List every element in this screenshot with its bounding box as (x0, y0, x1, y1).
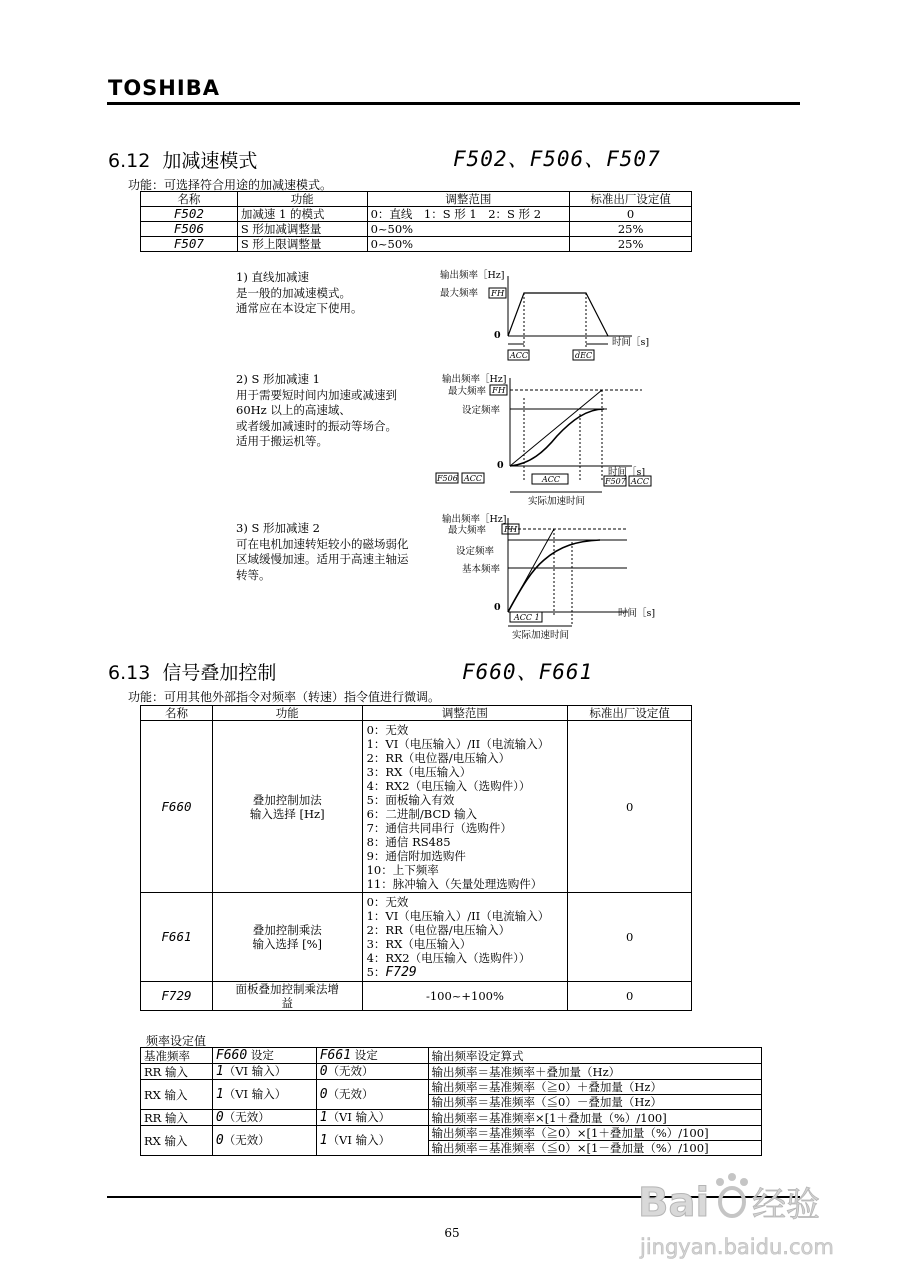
setting-code: 1 (215, 1087, 224, 1102)
paw-icon (716, 1173, 748, 1216)
fh-icon: FH (491, 289, 505, 299)
mode-line: 适用于搬运机等。 (236, 434, 328, 448)
column-header: 标准出厂设定值 (570, 192, 692, 207)
range-option: 1：VI（电压输入）/II（电流输入） (366, 909, 550, 923)
baidu-watermark (630, 1160, 870, 1270)
section-613-codes: F660、F661 (462, 660, 594, 684)
table-header-row (141, 1048, 762, 1064)
f661-setting (316, 1126, 428, 1156)
function-line: 面板叠加控制乘法增 (235, 982, 339, 996)
table-header-row (141, 192, 692, 207)
setting-code: 1 (215, 1064, 224, 1079)
param-default: 25% (570, 237, 692, 252)
f660-code: F660 (215, 1048, 248, 1063)
range-option-prefix: 5： (366, 965, 386, 979)
param-function (212, 721, 362, 893)
column-header: 功能 (212, 706, 362, 721)
range-option (367, 965, 564, 980)
table-row (141, 721, 692, 893)
page-number: 65 (444, 1226, 460, 1240)
function-line: 叠加控制乘法 (252, 923, 322, 937)
range-option: 2：RR（电位器/电压输入） (366, 923, 511, 937)
range-option: 7：通信共同串行（选购件） (366, 821, 512, 835)
mode-line: 转等。 (236, 567, 271, 582)
graph-y-label: 输出频率［Hz] (442, 374, 507, 385)
setting-text: （无效） (223, 1133, 270, 1147)
section-612-number: 6.12 (108, 150, 151, 172)
mode-line: 或者缓加减速时的振动等场合。 (236, 418, 397, 433)
table-header-row (141, 706, 692, 721)
mode-line: 可在电机加速转矩较小的磁场弱化 (236, 536, 409, 551)
function-line: 益 (281, 996, 293, 1010)
watermark-brand-left: Bai (638, 1180, 710, 1226)
f661-setting (316, 1080, 428, 1110)
range-option: 8：通信 RS485 (366, 835, 451, 849)
range-option: 5：面板输入有效 (366, 793, 455, 807)
graph-x-label: 时间［s] (608, 467, 646, 478)
setting-text: （VI 输入） (223, 1087, 287, 1101)
table-row (141, 893, 692, 982)
function-line: 输入选择 [%] (252, 937, 323, 951)
base-frequency: RR 输入 (141, 1064, 213, 1080)
param-code: F660 (141, 721, 213, 893)
formula: 输出频率＝基准频率＋叠加量（Hz） (428, 1064, 761, 1080)
range-option: 4：RX2（电压输入（选购件）） (366, 779, 531, 793)
f661-setting (316, 1064, 428, 1080)
param-range: 0：直线 1：S 形 1 2：S 形 2 (367, 207, 570, 222)
section-612-function-note: 功能：可选择符合用途的加减速模式。 (128, 178, 333, 192)
mode-line: 1) 直线加减速 (236, 270, 309, 284)
column-header: 名称 (141, 192, 238, 207)
mode-3-description (236, 521, 409, 583)
acc-icon: ACC 1 (514, 613, 540, 622)
param-range: 0~50% (367, 237, 570, 252)
setting-text: （VI 输入） (327, 1133, 391, 1147)
mode-line: 通常应在本设定下使用。 (236, 301, 363, 315)
function-line: 输入选择 [Hz] (249, 806, 325, 821)
setting-text: （VI 输入） (223, 1064, 287, 1078)
section-612-title: 加减速模式 (162, 150, 258, 172)
graph-y-label: 输出频率［Hz] (440, 270, 505, 281)
range-option: 11：脉冲输入（矢量处理选购件） (366, 877, 543, 891)
frequency-curve (508, 293, 608, 336)
base-frequency: RR 输入 (141, 1110, 213, 1126)
column-header: 标准出厂设定值 (568, 706, 692, 721)
section-613-function-note: 功能：可用其他外部指令对频率（转速）指令值进行微调。 (128, 690, 441, 704)
graph-x-label: 时间［s] (612, 337, 650, 348)
mode-line: 区域缓慢加速。适用于高速主轴运 (236, 552, 409, 566)
freq-setting-table (140, 1047, 762, 1156)
watermark-url: jingyan.baidu.com (640, 1235, 834, 1259)
table-row (141, 1064, 762, 1080)
table-row (141, 222, 692, 237)
table-row (141, 207, 692, 222)
linear-accel-graph (432, 266, 662, 364)
param-range: -100~+100% (362, 982, 568, 1011)
param-default: 0 (570, 207, 692, 222)
param-code: F729 (141, 982, 213, 1011)
param-table-613 (140, 705, 692, 1011)
setting-code: 0 (319, 1087, 328, 1102)
setting-code: 1 (319, 1110, 328, 1125)
param-range (362, 893, 568, 982)
range-option: 1：VI（电压输入）/II（电流输入） (366, 737, 550, 751)
param-function (212, 893, 362, 982)
param-function (212, 982, 362, 1011)
graph-fset-label: 设定频率 (456, 546, 495, 557)
graph-fmax-label: 最大频率 (440, 288, 479, 299)
setting-label: 设定 (354, 1048, 378, 1062)
graph-fbase-label: 基本频率 (462, 564, 501, 575)
setting-text: （VI 输入） (327, 1110, 391, 1124)
column-header (212, 1048, 316, 1064)
dec-icon: dEC (575, 351, 593, 360)
column-header (316, 1048, 428, 1064)
section-613-title: 信号叠加控制 (162, 662, 277, 684)
brand-logo: TOSHIBA (108, 76, 220, 100)
setting-text: （无效） (327, 1064, 374, 1078)
base-frequency: RX 输入 (141, 1080, 213, 1110)
param-range: 0~50% (367, 222, 570, 237)
range-option: 10：上下频率 (366, 863, 439, 877)
setting-code: 1 (319, 1133, 328, 1148)
range-option: 9：通信附加选购件 (366, 849, 466, 863)
param-default: 0 (568, 721, 692, 893)
formula: 输出频率＝基准频率（≧0）×[1＋叠加量（%）/100] (428, 1126, 761, 1141)
param-default: 25% (570, 222, 692, 237)
table-row (141, 1126, 762, 1141)
formula: 输出频率＝基准频率（≦0）×[1－叠加量（%）/100] (428, 1141, 761, 1156)
section-613-number: 6.13 (108, 662, 151, 684)
s-curve (510, 409, 604, 466)
setting-text: （无效） (223, 1110, 270, 1124)
graph-x-label: 时间［s] (618, 608, 656, 619)
param-code: F661 (141, 893, 213, 982)
mode-line: 2) S 形加减速 1 (236, 372, 320, 386)
f660-setting (212, 1080, 316, 1110)
fh-icon: FH (492, 386, 506, 396)
setting-code: 0 (319, 1064, 328, 1079)
column-header: 名称 (141, 706, 213, 721)
graph-origin: 0 (494, 330, 501, 341)
mode-line: 3) S 形加减速 2 (236, 521, 320, 535)
freq-table-caption: 频率设定值 (146, 1034, 207, 1048)
param-range (362, 721, 568, 893)
setting-text: （无效） (327, 1087, 374, 1101)
section-612-heading (108, 146, 257, 173)
formula: 输出频率＝基准频率×[1＋叠加量（%）/100] (428, 1110, 761, 1126)
param-function: S 形加减调整量 (237, 222, 367, 237)
range-option: 3：RX（电压输入） (366, 937, 472, 951)
table-row (141, 1080, 762, 1095)
graph-origin: 0 (494, 602, 501, 613)
header-rule (107, 102, 800, 105)
range-option: 3：RX（电压输入） (366, 765, 472, 779)
graph-fset-label: 设定频率 (462, 405, 501, 416)
watermark-brand-right: 经验 (752, 1185, 820, 1225)
mode-line: 用于需要短时间内加速或减速到 (236, 387, 397, 402)
column-header: 功能 (237, 192, 367, 207)
param-table-612 (140, 191, 692, 252)
param-function: S 形上限调整量 (237, 237, 367, 252)
param-default: 0 (568, 893, 692, 982)
section-613-heading (108, 658, 276, 685)
table-row (141, 237, 692, 252)
actual-time-label: 实际加速时间 (528, 496, 586, 507)
acc-icon: ACC (631, 477, 650, 486)
f507-icon: F507 (605, 477, 626, 486)
f660-setting (212, 1110, 316, 1126)
range-option: 4：RX2（电压输入（选购件）） (366, 951, 531, 965)
column-header: 输出频率设定算式 (428, 1048, 761, 1064)
s-curve-2-graph (432, 512, 664, 642)
acc-icon: ACC (464, 474, 483, 483)
graph-fmax-label: 最大频率 (448, 386, 487, 397)
setting-label: 设定 (250, 1048, 274, 1062)
f660-setting (212, 1064, 316, 1080)
acc-icon: ACC (510, 351, 529, 360)
table-row (141, 1110, 762, 1126)
table-row (141, 982, 692, 1011)
param-code: F502 (141, 207, 238, 222)
param-code: F506 (141, 222, 238, 237)
base-frequency: RX 输入 (141, 1126, 213, 1156)
section-612-codes: F502、F506、F507 (453, 147, 661, 171)
acc-icon: ACC (542, 475, 561, 484)
f729-code: F729 (385, 965, 417, 980)
mode-line: 60Hz 以上的高速域、 (236, 403, 351, 417)
setting-code: 0 (215, 1133, 224, 1148)
param-function: 加减速 1 的模式 (237, 207, 367, 222)
column-header: 调整范围 (367, 192, 570, 207)
param-default: 0 (568, 982, 692, 1011)
graph-origin: 0 (497, 460, 504, 471)
actual-time-label: 实际加速时间 (512, 630, 570, 641)
f660-setting (212, 1126, 316, 1156)
f506-icon: F506 (437, 474, 458, 483)
range-option: 0：无效 (366, 895, 409, 909)
setting-code: 0 (215, 1110, 224, 1125)
graph-fmax-label: 最大频率 (448, 525, 487, 536)
column-header: 基准频率 (141, 1048, 213, 1064)
f661-setting (316, 1110, 428, 1126)
formula: 输出频率＝基准频率（≦0）－叠加量（Hz） (428, 1095, 761, 1110)
range-option: 6：二进制/BCD 输入 (366, 807, 478, 821)
range-option: 2：RR（电位器/电压输入） (366, 751, 511, 765)
formula: 输出频率＝基准频率（≧0）＋叠加量（Hz） (428, 1080, 761, 1095)
mode-line: 是一般的加减速模式。 (236, 285, 351, 300)
column-header: 调整范围 (362, 706, 568, 721)
s-curve-1-graph (432, 370, 664, 510)
function-line: 叠加控制加法 (252, 792, 322, 807)
mode-1-description (236, 270, 363, 317)
fh-icon: FH (504, 525, 518, 535)
param-code: F507 (141, 237, 238, 252)
mode-2-description (236, 372, 397, 450)
graph-y-label: 输出频率［Hz] (442, 514, 507, 525)
range-option: 0：无效 (366, 723, 409, 737)
f661-code: F661 (319, 1048, 352, 1063)
